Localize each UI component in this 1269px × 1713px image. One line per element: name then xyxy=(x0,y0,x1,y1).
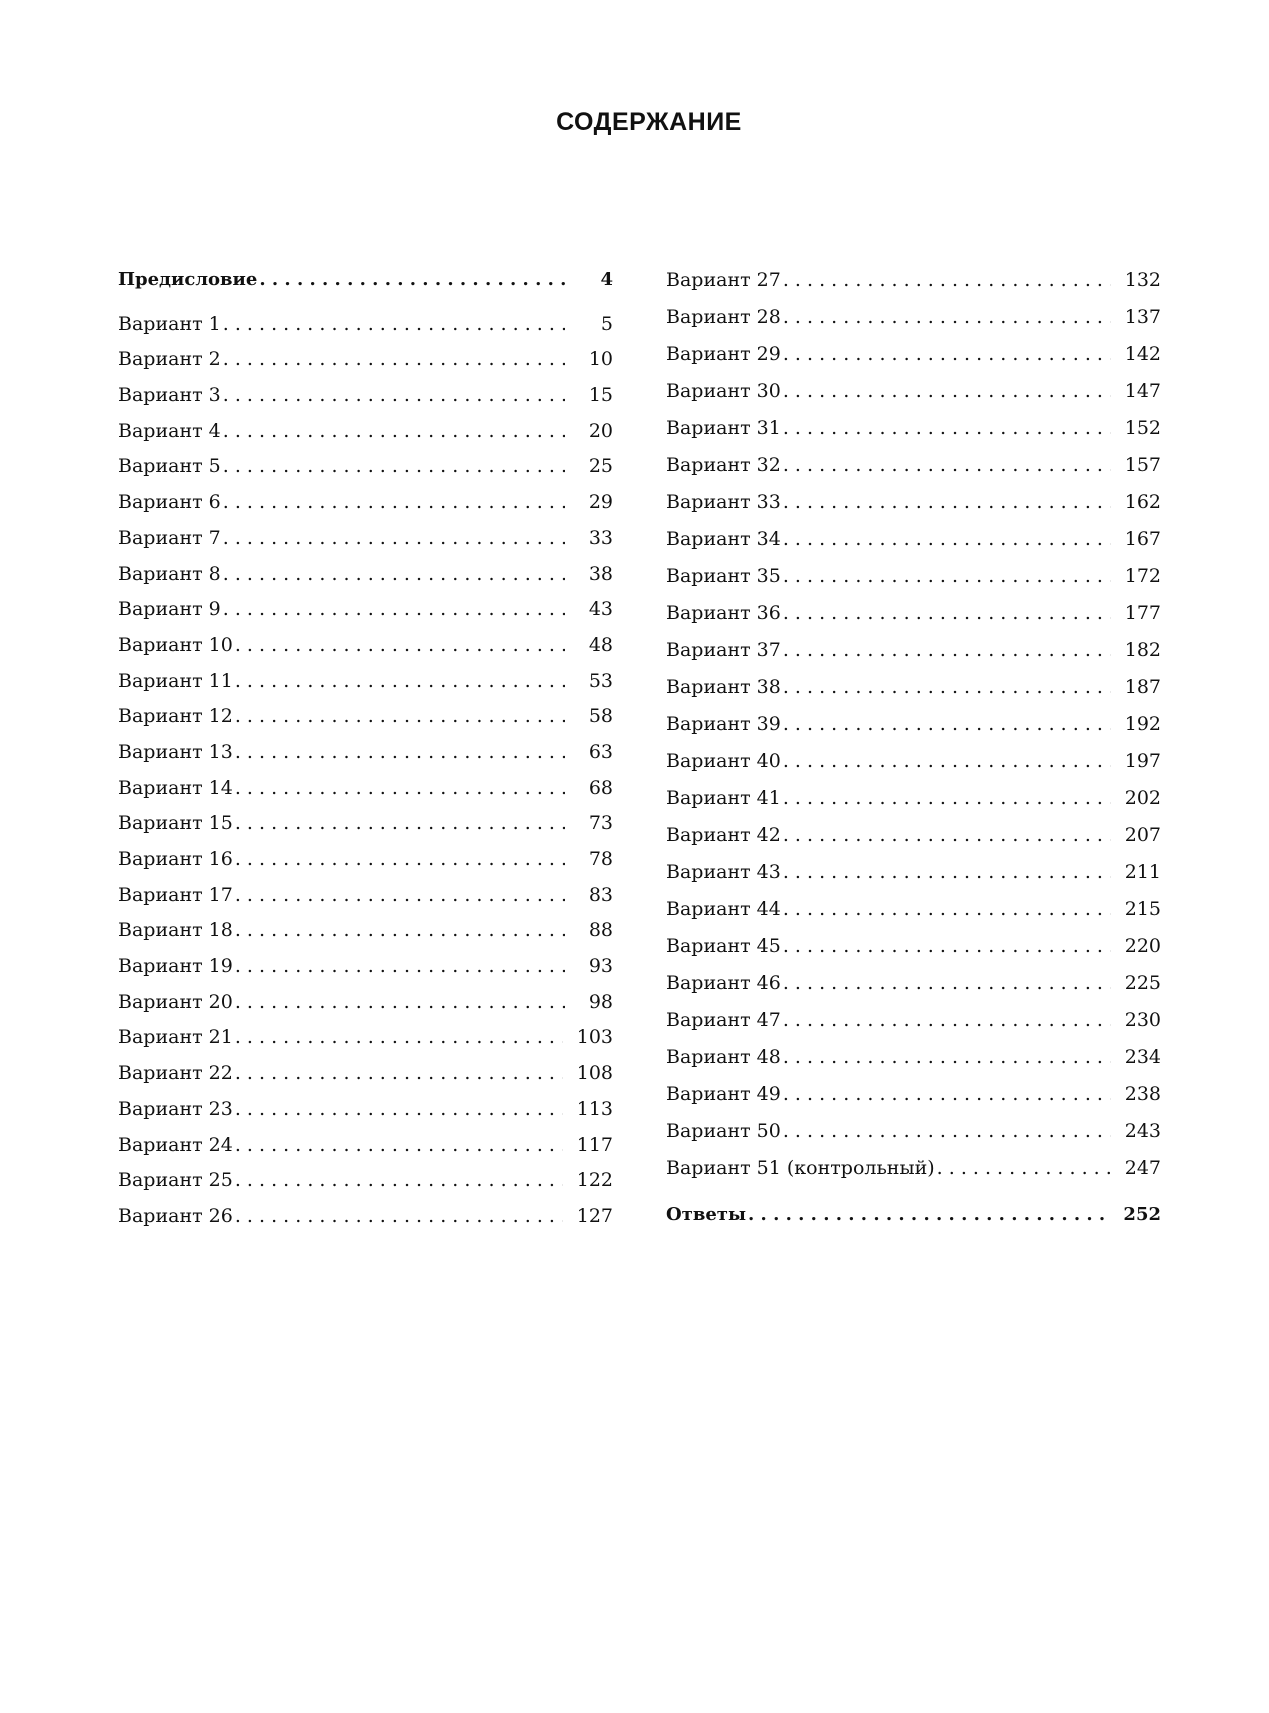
toc-entry[interactable] xyxy=(118,485,613,521)
toc-entry[interactable] xyxy=(666,373,1161,410)
toc-entry-page-number: 162 xyxy=(1124,491,1161,513)
toc-entry[interactable] xyxy=(666,965,1161,1002)
toc-entry-label: Вариант 11 xyxy=(118,669,233,692)
toc-entry[interactable] xyxy=(118,806,613,842)
toc-entry[interactable] xyxy=(666,780,1161,817)
toc-entry-page-number: 48 xyxy=(588,633,613,656)
dot-leader xyxy=(221,342,565,378)
toc-entry-page-number: 113 xyxy=(576,1097,613,1120)
dot-leader xyxy=(781,891,1111,928)
toc-entry-page-number: 177 xyxy=(1124,602,1161,624)
dot-leader xyxy=(746,1196,1109,1233)
toc-entry-page-number: 78 xyxy=(588,848,613,870)
toc-entry[interactable] xyxy=(118,414,613,450)
dot-leader xyxy=(233,842,565,878)
toc-entry-page-number: 73 xyxy=(588,812,613,835)
toc-entry-page-number: 117 xyxy=(576,1133,613,1156)
dot-leader xyxy=(233,1163,563,1199)
dot-leader xyxy=(233,1128,563,1164)
toc-entry-page-number: 25 xyxy=(588,455,613,478)
toc-entry[interactable] xyxy=(666,743,1161,780)
toc-entry-page-number: 215 xyxy=(1124,898,1161,920)
toc-entry-label: Вариант 25 xyxy=(118,1169,233,1192)
toc-entry-page-number: 234 xyxy=(1124,1046,1161,1068)
toc-entry-page-number: 152 xyxy=(1124,417,1161,439)
toc-entry[interactable] xyxy=(666,1039,1161,1076)
toc-entry-page-number: 197 xyxy=(1124,750,1161,772)
dot-leader xyxy=(781,669,1111,706)
toc-entry[interactable] xyxy=(666,891,1161,928)
toc-entry-label: Вариант 49 xyxy=(666,1083,781,1105)
toc-entry[interactable] xyxy=(118,557,613,593)
toc-entry[interactable] xyxy=(118,342,613,378)
toc-entry[interactable] xyxy=(118,1163,613,1199)
toc-column-right xyxy=(666,262,1161,1233)
dot-leader xyxy=(221,378,565,414)
toc-entry[interactable] xyxy=(666,262,1161,299)
dot-leader xyxy=(233,771,565,807)
toc-entry-label: Вариант 46 xyxy=(666,972,781,994)
dot-leader xyxy=(233,1020,563,1056)
toc-entry[interactable] xyxy=(118,592,613,628)
dot-leader xyxy=(221,449,565,485)
dot-leader xyxy=(781,854,1111,891)
toc-entry-label: Вариант 7 xyxy=(118,526,221,549)
dot-leader xyxy=(781,632,1111,669)
dot-leader xyxy=(781,262,1111,299)
toc-entry-label: Вариант 4 xyxy=(118,419,221,442)
page-title: СОДЕРЖАНИЕ xyxy=(556,108,742,136)
dot-leader xyxy=(221,307,565,343)
dot-leader xyxy=(233,949,565,985)
toc-entry-label: Вариант 12 xyxy=(118,705,233,728)
toc-entry-label: Вариант 33 xyxy=(666,491,781,513)
toc-entry-label: Вариант 26 xyxy=(118,1204,233,1227)
toc-entry-page-number: 202 xyxy=(1124,787,1161,809)
dot-leader xyxy=(781,373,1111,410)
dot-leader xyxy=(781,743,1111,780)
toc-entry[interactable] xyxy=(666,817,1161,854)
toc-entry[interactable] xyxy=(666,1002,1161,1039)
toc-entry-page-number: 207 xyxy=(1124,824,1161,846)
dot-leader xyxy=(781,780,1111,817)
dot-leader xyxy=(781,410,1111,447)
dot-leader xyxy=(781,299,1111,336)
toc-entry-label: Вариант 1 xyxy=(118,312,221,335)
toc-entry[interactable] xyxy=(666,854,1161,891)
toc-entry-label: Вариант 27 xyxy=(666,269,781,291)
dot-leader xyxy=(781,336,1111,373)
dot-leader xyxy=(233,699,565,735)
toc-entry-page-number: 247 xyxy=(1124,1157,1161,1179)
toc-entry[interactable] xyxy=(666,484,1161,521)
toc-entry[interactable] xyxy=(118,449,613,485)
toc-entry[interactable] xyxy=(666,299,1161,336)
toc-entry-label: Вариант 17 xyxy=(118,883,233,906)
toc-entry[interactable] xyxy=(118,699,613,735)
toc-entry-label: Вариант 42 xyxy=(666,824,781,846)
toc-entry-page-number: 172 xyxy=(1124,565,1161,587)
toc-entry-label: Вариант 41 xyxy=(666,787,781,809)
toc-entry-label: Вариант 43 xyxy=(666,861,781,883)
toc-entry[interactable] xyxy=(118,735,613,771)
toc-entry[interactable] xyxy=(118,1128,613,1164)
dot-leader xyxy=(233,735,565,771)
toc-entry-label: Вариант 28 xyxy=(666,306,781,328)
toc-entry[interactable] xyxy=(118,1092,613,1128)
toc-entry-page-number: 157 xyxy=(1124,454,1161,476)
dot-leader xyxy=(781,817,1111,854)
toc-entry-page-number: 98 xyxy=(588,990,613,1013)
toc-entry-label: Вариант 21 xyxy=(118,1026,233,1049)
toc-entry-label: Вариант 24 xyxy=(118,1133,233,1156)
dot-leader xyxy=(935,1150,1111,1187)
toc-entry-page-number: 122 xyxy=(576,1169,613,1192)
dot-leader xyxy=(781,595,1111,632)
toc-entry-page-number: 182 xyxy=(1124,639,1161,661)
toc-entry[interactable] xyxy=(118,664,613,700)
dot-leader xyxy=(233,628,565,664)
toc-entry-label: Вариант 32 xyxy=(666,454,781,476)
dot-leader xyxy=(233,1056,563,1092)
toc-entry[interactable] xyxy=(666,410,1161,447)
toc-entry[interactable] xyxy=(666,1076,1161,1113)
dot-leader xyxy=(781,965,1111,1002)
toc-entry[interactable] xyxy=(118,1199,613,1235)
dot-leader xyxy=(781,521,1111,558)
dot-leader xyxy=(781,1039,1111,1076)
toc-entry[interactable] xyxy=(118,842,613,878)
toc-entry-label: Вариант 29 xyxy=(666,343,781,365)
toc-entry-page-number: 20 xyxy=(588,419,613,442)
dot-leader xyxy=(781,706,1111,743)
dot-leader xyxy=(781,558,1111,595)
toc-entry-page-number: 243 xyxy=(1124,1120,1161,1142)
toc-entry[interactable] xyxy=(666,669,1161,706)
toc-entry[interactable] xyxy=(118,985,613,1021)
toc-entry[interactable] xyxy=(666,706,1161,743)
toc-entry[interactable] xyxy=(118,771,613,807)
toc-entry-label: Вариант 13 xyxy=(118,740,233,763)
toc-entry-page-number: 147 xyxy=(1124,380,1161,402)
toc-entry-label: Вариант 51 (контрольный) xyxy=(666,1157,935,1179)
toc-entry-page-number: 43 xyxy=(588,598,613,621)
toc-entry[interactable] xyxy=(118,521,613,557)
dot-leader xyxy=(233,1199,563,1235)
toc-entry-page-number: 63 xyxy=(588,740,613,763)
toc-entry-page-number: 33 xyxy=(588,526,613,549)
toc-entry[interactable] xyxy=(118,262,613,298)
toc-entry-label: Вариант 45 xyxy=(666,935,781,957)
toc-entry-label: Вариант 10 xyxy=(118,633,233,656)
toc-entry-page-number: 10 xyxy=(588,348,613,371)
toc-entry-label: Вариант 2 xyxy=(118,348,221,371)
toc-entry-label: Вариант 19 xyxy=(118,955,233,978)
dot-leader xyxy=(257,262,565,298)
toc-entry-label: Вариант 44 xyxy=(666,898,781,920)
toc-entry-label: Вариант 38 xyxy=(666,676,781,698)
toc-entry-page-number: 29 xyxy=(588,491,613,514)
toc-entry[interactable] xyxy=(118,913,613,949)
toc-column-left xyxy=(118,262,613,1235)
toc-entry-page-number: 53 xyxy=(588,669,613,692)
toc-entry-page-number: 211 xyxy=(1124,861,1161,883)
toc-entry-label: Вариант 18 xyxy=(118,919,233,942)
dot-leader xyxy=(233,664,565,700)
dot-leader xyxy=(221,485,565,521)
toc-entry-label: Вариант 31 xyxy=(666,417,781,439)
toc-entry-page-number: 167 xyxy=(1124,528,1161,550)
dot-leader xyxy=(781,1113,1111,1150)
toc-entry-label: Вариант 3 xyxy=(118,384,221,407)
toc-entry-label: Вариант 48 xyxy=(666,1046,781,1068)
toc-entry-page-number: 4 xyxy=(600,269,613,290)
dot-leader xyxy=(221,521,565,557)
toc-entry-page-number: 93 xyxy=(588,955,613,978)
toc-entry-page-number: 238 xyxy=(1124,1083,1161,1105)
toc-entry-page-number: 5 xyxy=(600,312,613,335)
toc-entry-label: Ответы xyxy=(666,1204,746,1225)
dot-leader xyxy=(233,878,565,914)
toc-entry[interactable] xyxy=(666,1150,1161,1187)
toc-entry-page-number: 127 xyxy=(576,1204,613,1227)
dot-leader xyxy=(781,928,1111,965)
toc-entry-page-number: 225 xyxy=(1124,972,1161,994)
toc-entry[interactable] xyxy=(118,878,613,914)
toc-entry[interactable] xyxy=(118,628,613,664)
dot-leader xyxy=(233,1092,563,1128)
toc-entry-page-number: 58 xyxy=(588,705,613,728)
toc-entry-page-number: 252 xyxy=(1123,1204,1161,1225)
toc-entry-label: Предисловие xyxy=(118,269,258,290)
toc-entry[interactable] xyxy=(666,1113,1161,1150)
toc-entry[interactable] xyxy=(666,521,1161,558)
toc-entry[interactable] xyxy=(666,336,1161,373)
toc-entry[interactable] xyxy=(666,558,1161,595)
toc-entry-page-number: 192 xyxy=(1124,713,1161,735)
dot-leader xyxy=(233,913,565,949)
toc-entry-page-number: 142 xyxy=(1124,343,1161,365)
toc-entry-label: Вариант 14 xyxy=(118,776,233,799)
toc-entry[interactable] xyxy=(666,928,1161,965)
toc-entry-label: Вариант 20 xyxy=(118,990,233,1013)
toc-entry-page-number: 15 xyxy=(588,384,613,407)
toc-entry[interactable] xyxy=(666,632,1161,669)
toc-entry-page-number: 38 xyxy=(588,562,613,585)
toc-entry-page-number: 132 xyxy=(1124,269,1161,291)
toc-entry-label: Вариант 16 xyxy=(118,848,233,870)
dot-leader xyxy=(221,557,565,593)
toc-entry-page-number: 108 xyxy=(576,1062,613,1085)
dot-leader xyxy=(233,985,565,1021)
toc-entry-label: Вариант 40 xyxy=(666,750,781,772)
toc-entry-page-number: 103 xyxy=(576,1026,613,1049)
toc-entry[interactable] xyxy=(666,1196,1161,1233)
dot-leader xyxy=(781,447,1111,484)
toc-entry[interactable] xyxy=(118,949,613,985)
toc-entry-page-number: 137 xyxy=(1124,306,1161,328)
toc-entry[interactable] xyxy=(666,595,1161,632)
toc-entry-label: Вариант 36 xyxy=(666,602,781,624)
toc-entry-page-number: 220 xyxy=(1124,935,1161,957)
dot-leader xyxy=(233,806,565,842)
toc-entry-label: Вариант 23 xyxy=(118,1097,233,1120)
toc-entry-page-number: 230 xyxy=(1124,1009,1161,1031)
toc-entry-label: Вариант 37 xyxy=(666,639,781,661)
toc-entry[interactable] xyxy=(118,307,613,343)
toc-entry-label: Вариант 34 xyxy=(666,528,781,550)
toc-entry-page-number: 88 xyxy=(588,919,613,942)
dot-leader xyxy=(781,1002,1111,1039)
dot-leader xyxy=(221,414,565,450)
toc-entry-label: Вариант 50 xyxy=(666,1120,781,1142)
toc-entry-label: Вариант 6 xyxy=(118,491,221,514)
toc-entry-label: Вариант 47 xyxy=(666,1009,781,1031)
toc-entry-page-number: 187 xyxy=(1124,676,1161,698)
toc-entry-page-number: 68 xyxy=(588,776,613,799)
dot-leader xyxy=(781,1076,1111,1113)
toc-entry-label: Вариант 5 xyxy=(118,455,221,478)
toc-entry-label: Вариант 39 xyxy=(666,713,781,735)
toc-entry[interactable] xyxy=(118,1056,613,1092)
toc-entry-label: Вариант 9 xyxy=(118,598,221,621)
toc-entry-label: Вариант 22 xyxy=(118,1062,233,1085)
toc-entry-page-number: 83 xyxy=(588,883,613,906)
toc-entry-label: Вариант 30 xyxy=(666,380,781,402)
dot-leader xyxy=(221,592,565,628)
toc-entry[interactable] xyxy=(118,378,613,414)
toc-entry[interactable] xyxy=(118,1020,613,1056)
toc-entry-label: Вариант 35 xyxy=(666,565,781,587)
dot-leader xyxy=(781,484,1111,521)
toc-entry-label: Вариант 15 xyxy=(118,812,233,835)
toc-entry[interactable] xyxy=(666,447,1161,484)
toc-entry-label: Вариант 8 xyxy=(118,562,221,585)
